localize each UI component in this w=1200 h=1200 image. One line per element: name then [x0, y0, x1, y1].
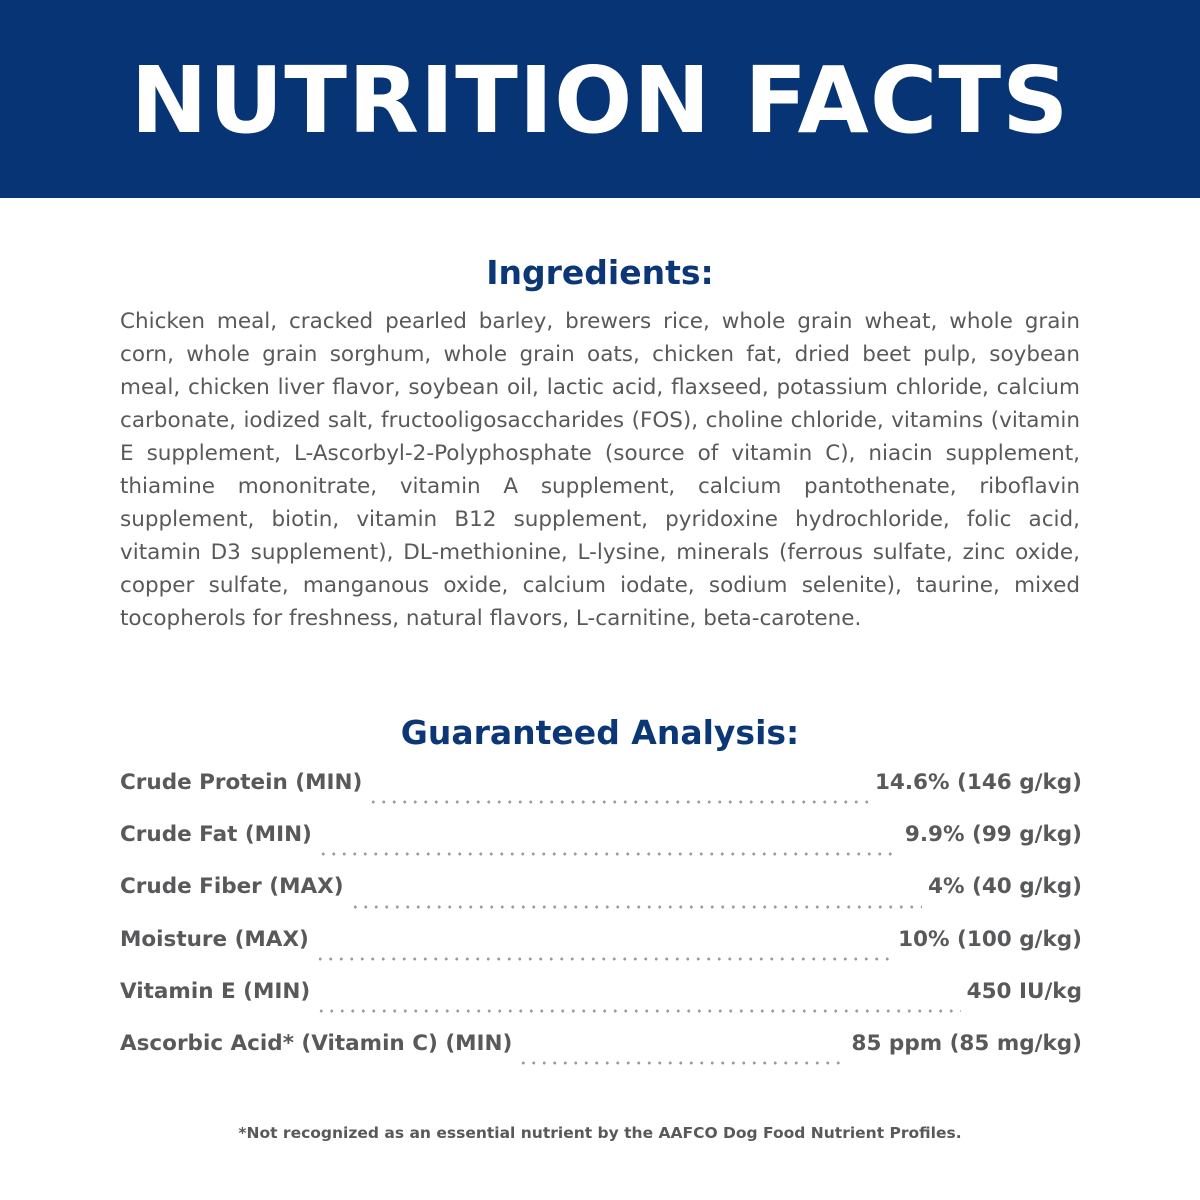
- analysis-value: 14.6% (146 g/kg): [874, 770, 1082, 795]
- analysis-value: 10% (100 g/kg): [898, 926, 1082, 952]
- page-title: NUTRITION FACTS: [130, 47, 1070, 154]
- analysis-row-moisture: [120, 927, 1082, 979]
- footnote: *Not recognized as an essential nutrient by the AAFCO Dog Food Nutrient Profiles.: [238, 1124, 962, 1142]
- analysis-row-crude-fat: [120, 822, 1082, 874]
- header-banner: [0, 0, 1200, 198]
- ingredients-text: Chicken meal, cracked pearled barley, brewers rice, whole grain wheat, whole grain corn, whole grain sorghum, whole grain oats, chicken fat, dried beet pulp, soybean meal, chicken liver flavor, soybean oil, lactic acid, flaxseed, potassium chloride, calcium carbonate, iodized salt, fructooligosaccharides (FOS), choline chloride, vitamins (vitamin E supplement, L-Ascorbyl-2-Polyphosphate (source of vitamin C), niacin supplement, thiamine mononitrate, vitamin A supplement, calcium pantothenate, riboflavin supplement, biotin, vitamin B12 supplement, pyridoxine hydrochloride, folic acid, vitamin D3 supplement), DL-methionine, L-lysine, minerals (ferrous sulfate, zinc oxide, copper sulfate, manganous oxide, calcium iodate, sodium selenite), taurine, mixed tocopherols for freshness, natural flavors, L-carnitine, beta-carotene.: [120, 309, 1080, 631]
- guaranteed-analysis-heading: Guaranteed Analysis:: [400, 713, 800, 752]
- analysis-row-crude-protein: [120, 770, 1082, 822]
- analysis-value: 4% (40 g/kg): [928, 874, 1082, 900]
- analysis-row-crude-fiber: [120, 874, 1082, 926]
- dot-leader: [368, 800, 869, 804]
- analysis-label: Crude Fat (MIN): [120, 822, 312, 848]
- analysis-value: 450 IU/kg: [966, 978, 1082, 1004]
- guaranteed-analysis-table: [120, 770, 1082, 1083]
- analysis-label: Crude Protein (MIN): [120, 770, 363, 795]
- analysis-label: Vitamin E (MIN): [120, 978, 311, 1004]
- analysis-label: Ascorbic Acid* (Vitamin C) (MIN): [120, 1030, 513, 1056]
- ingredients-heading: Ingredients:: [486, 253, 714, 292]
- dot-leader: [316, 1009, 960, 1013]
- analysis-row-vitamin-e: [120, 979, 1082, 1031]
- analysis-row-ascorbic-acid: [120, 1031, 1082, 1083]
- analysis-value: 85 ppm (85 mg/kg): [851, 1030, 1082, 1056]
- analysis-label: Moisture (MAX): [120, 926, 309, 952]
- analysis-label: Crude Fiber (MAX): [120, 874, 344, 900]
- dot-leader: [518, 1061, 845, 1065]
- dot-leader: [315, 957, 892, 961]
- analysis-value: 9.9% (99 g/kg): [904, 822, 1082, 848]
- dot-leader: [350, 905, 922, 909]
- dot-leader: [318, 852, 899, 856]
